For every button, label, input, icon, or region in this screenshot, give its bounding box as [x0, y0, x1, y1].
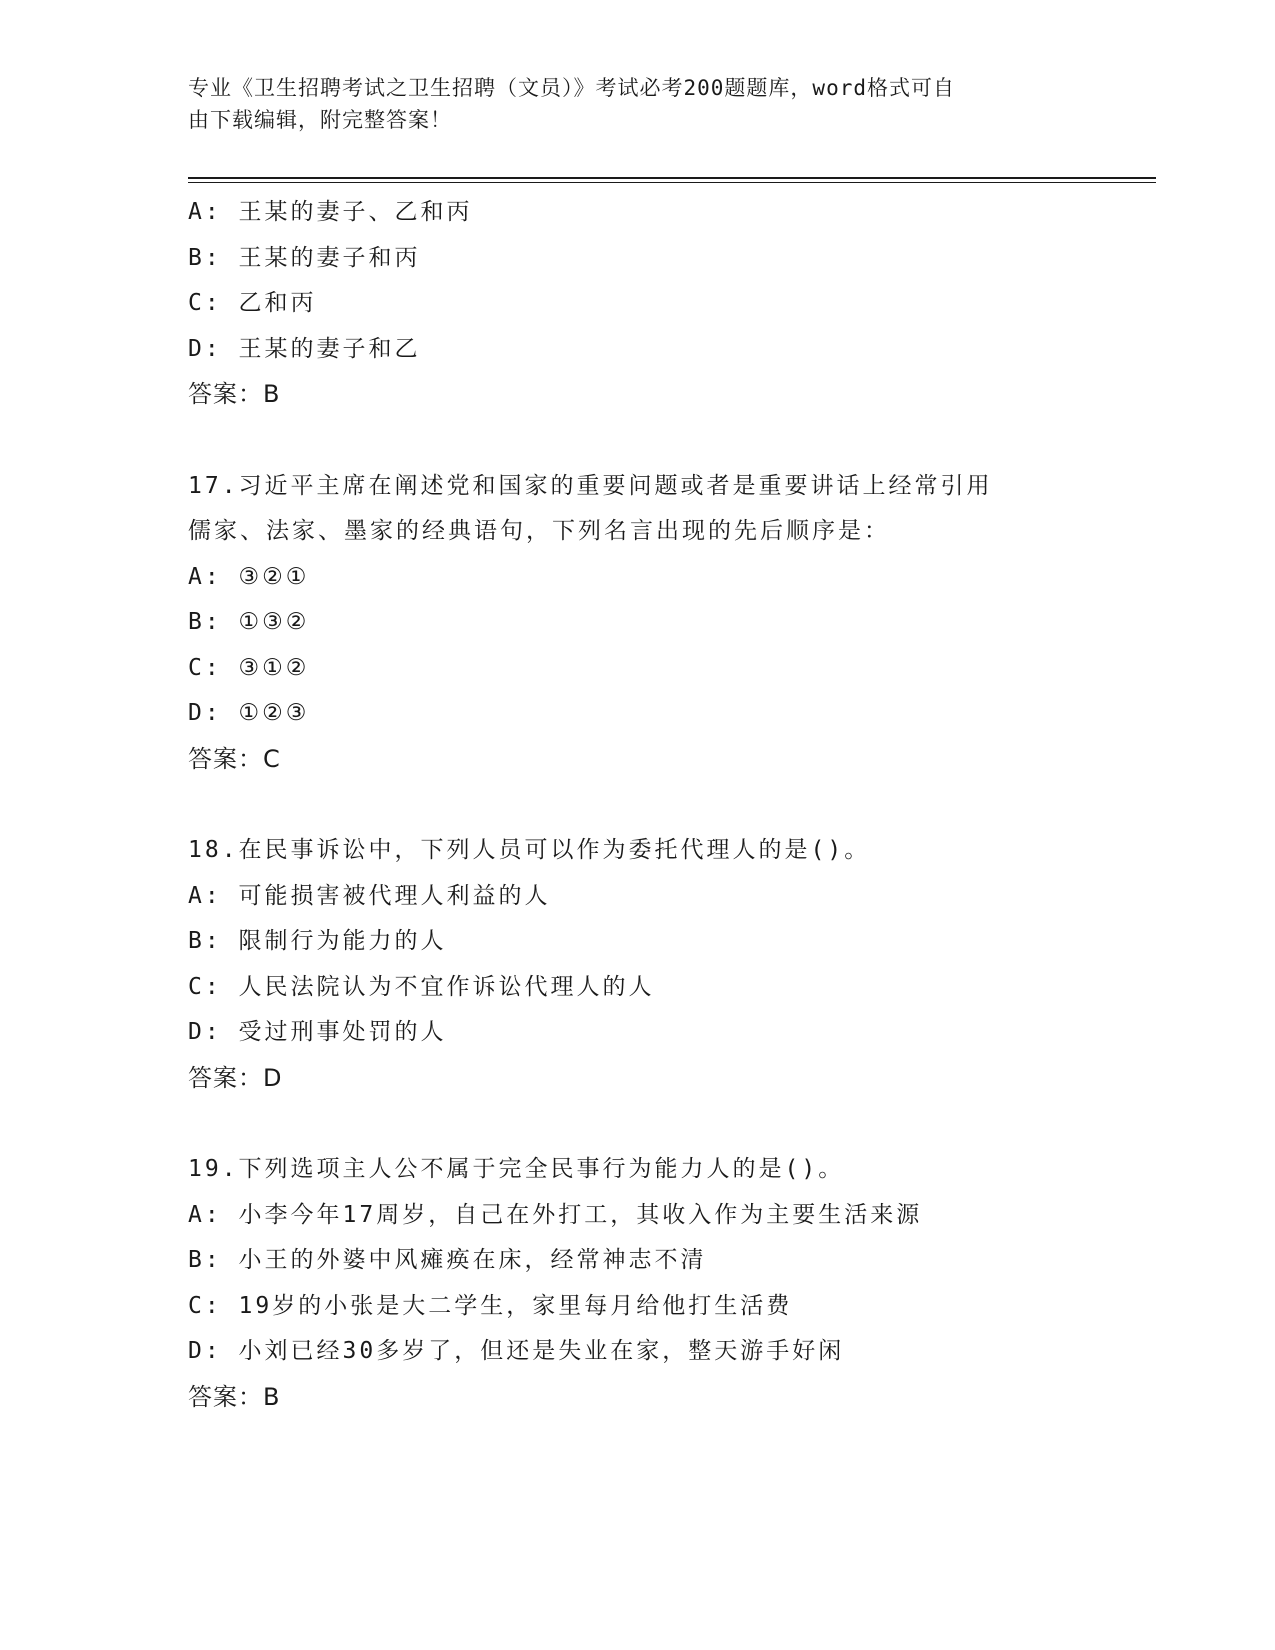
option-b: B: ①③②	[188, 609, 310, 635]
question-stem-continued: 儒家、法家、墨家的经典语句，下列名言出现的先后顺序是：	[188, 518, 890, 544]
spacer	[188, 782, 1128, 828]
header-divider-thick	[188, 177, 1156, 179]
answer-line: 答案：D	[188, 1063, 283, 1092]
option-c: C: 乙和丙	[188, 290, 317, 316]
option-c: C: 人民法院认为不宜作诉讼代理人的人	[188, 973, 655, 1000]
question-list	[188, 190, 1128, 1420]
option-a: A: ③②①	[188, 563, 310, 590]
option-d: D: 受过刑事处罚的人	[188, 1019, 447, 1045]
option-b: B: 王某的妻子和丙	[188, 244, 421, 271]
question-stem: 18.在民事诉讼中，下列人员可以作为委托代理人的是()。	[188, 837, 871, 863]
option-a: A: 王某的妻子、乙和丙	[188, 199, 473, 225]
option-c: C: 19岁的小张是大二学生，家里每月给他打生活费	[188, 1292, 793, 1319]
option-b: B: 小王的外婆中风瘫痪在床，经常神志不清	[188, 1247, 707, 1273]
question-18	[188, 828, 1128, 1101]
question-16-continued	[188, 190, 1128, 418]
spacer	[188, 418, 1128, 464]
question-19	[188, 1147, 1128, 1420]
question-stem: 19.下列选项主人公不属于完全民事行为能力人的是()。	[188, 1156, 845, 1182]
option-d: D: ①②③	[188, 700, 310, 726]
question-17	[188, 464, 1128, 783]
spacer	[188, 1101, 1128, 1147]
question-stem: 17.习近平主席在阐述党和国家的重要问题或者是重要讲话上经常引用	[188, 472, 993, 499]
option-d: D: 王某的妻子和乙	[188, 335, 421, 362]
option-b: B: 限制行为能力的人	[188, 928, 447, 954]
option-a: A: 可能损害被代理人利益的人	[188, 882, 551, 909]
answer-line: 答案：C	[188, 744, 281, 773]
option-d: D: 小刘已经30多岁了，但还是失业在家，整天游手好闲	[188, 1338, 845, 1364]
header-line-1: 专业《卫生招聘考试之卫生招聘（文员）》考试必考200题题库，word格式可自	[188, 76, 955, 100]
answer-line: 答案：B	[188, 380, 281, 408]
option-a: A: 小李今年17周岁，自己在外打工，其收入作为主要生活来源	[188, 1201, 923, 1228]
header-divider-thin	[188, 182, 1156, 183]
answer-line: 答案：B	[188, 1382, 281, 1411]
option-c: C: ③①②	[188, 654, 310, 681]
header-line-2: 由下载编辑，附完整答案！	[188, 108, 452, 132]
document-header	[188, 72, 1068, 136]
